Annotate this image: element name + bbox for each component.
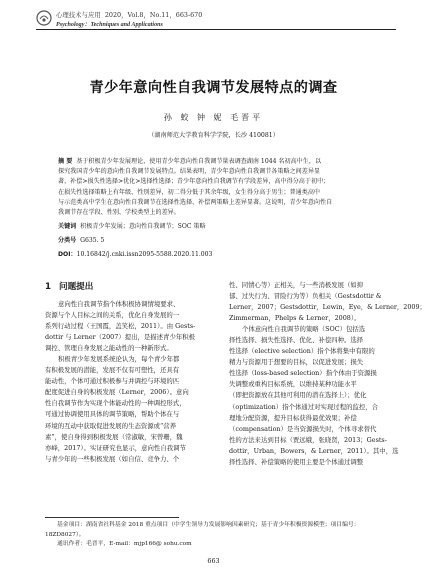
body-text-line: 个体意向性自我调节的策略（SOC）包括选	[242, 325, 366, 334]
classification-number	[58, 235, 376, 244]
authors: 孙 蛟 钟 妮 毛晋平	[163, 113, 264, 122]
body-text-line: 有积极发展的潜能，发展不仅有可塑性，还具有	[45, 366, 180, 375]
journal-citation-line	[56, 10, 202, 19]
footnote-rule	[45, 517, 179, 518]
body-text-line: 择性选择、补偿策略的使用主要是个体通过调整	[229, 457, 364, 466]
left-column	[45, 280, 217, 465]
affiliation: （湖南师范大学教育科学学院，长沙 410081）	[148, 132, 279, 139]
section-heading	[45, 280, 217, 296]
body-text-line: 郁、过失行为、冒险行为等）负相关（Gestsdottir &	[229, 292, 382, 301]
body-text-line: 能动性，个体可通过积极参与并调控与环境的匹	[45, 377, 180, 386]
body-text-line: 性、同情心等）正相关，与一些消极发展（如抑	[229, 281, 364, 289]
body-text-line: 失调整或重构目标系统，以维持某种功能水平	[229, 380, 357, 389]
clc-value: G635. 5	[80, 237, 105, 244]
journal-citation: 2020，Vol.8，No.11，663-670	[104, 11, 203, 19]
body-text-line: dottir，Urban，Bowers，& Lerner，2011）。其中，选	[229, 446, 399, 455]
journal-name-cn: 心理技术与应用	[56, 11, 101, 19]
abstract-line: 在损失性选择策略上有年级、性别差异，初二得分低于其余年级，女生得分高于男生；普通类高中	[58, 188, 321, 196]
body-text-line: 性的方法来达到目标（贾远娥，张晓贤，2013；Gests-	[229, 435, 387, 444]
body-text-line: 积极青少年发展系统论认为，每个青少年都	[58, 355, 180, 364]
body-text-line: 精力与资源用于想要的目标，以促进发展；损失	[229, 358, 364, 367]
body-text-line: （compensation）是当资源损失时，个体寻求替代	[229, 424, 377, 433]
keywords-label: 关键词	[58, 223, 77, 230]
body-text-line: 调控、管理自身发展之能动性的一种新形式。	[45, 344, 173, 353]
body-text-line: 性自我调节作为实现个体能动性的一种调控形式，	[45, 399, 186, 408]
abstract	[58, 157, 376, 218]
body-text-line: 性选择（loss-based selection）指个体由于资源损	[229, 369, 377, 378]
body-text-line: 亦峰，2017）。实证研究也显示，意向性自我调节	[45, 443, 186, 452]
body-text-line: 理地分配资源，提升目标获得最优效果；补偿	[229, 413, 357, 422]
abstract-line: 我调节存在学段、性别、学校类型上的差异。	[58, 208, 180, 216]
footnote-funding: 基金项目：湖南省社科基金 2018 重点项目（中学生领导力发展影响因素研究；基于青少年积极资源模型；项目编号：	[57, 522, 360, 528]
footnotes	[45, 521, 401, 550]
body-text-line: 意向性自我调节指个体积极协调情境要求、	[58, 300, 180, 308]
body-text-line: 环境的互动中获取促进发展的生态资源或“营养	[45, 421, 177, 430]
body-text-line: 资源与个人目标之间的关系，优化自身发展的一	[45, 311, 180, 320]
doi	[58, 249, 376, 258]
abstract-line: 著，补偿>损失性选择>优化>选择性选择；青少年意向性自我调节有学段差异，高中得分高于初中；	[58, 178, 330, 186]
body-text-line: 配度促进自身的积极发展（Lerner，2006）。意向	[45, 388, 189, 397]
body-text-line: dottir 与 Lerner（2007）提出，是描述青少年积极	[45, 333, 196, 342]
body-text-line: 系列行动过程（王国霞，盖笑松，2011）。由 Gests-	[45, 322, 196, 331]
paper-title: 青少年意向性自我调节发展特点的调查	[89, 80, 338, 96]
body-text-line: 性选择（elective selection）指个体将集中有限的	[229, 347, 375, 356]
journal-name-en: Psychology：Techniques and Applications	[56, 22, 163, 28]
right-column	[229, 280, 426, 468]
page-number: 663	[207, 557, 220, 565]
abstract-line: 探究我国青少年的意向性自我调节发展特点。结果表明，青少年意向性自我调节各策略之间差异显	[58, 168, 321, 176]
doi-label: DOI：	[58, 251, 77, 258]
body-text-line: （即把资源放在其他可利用的潜在选择上）；优化	[229, 391, 367, 400]
keywords	[58, 221, 376, 230]
clc-label: 分类号	[58, 237, 77, 244]
body-text-line: Zimmerman，Phelps & Lerner，2008）。	[229, 314, 361, 323]
body-text-line: Lerner，2007；Gestsdottir，Lewin，Eye，& Lerner，2009；	[229, 303, 426, 312]
doi-value: 10.16842/j.cnki.issn2095-5588.2020.11.003	[76, 251, 213, 258]
abstract-line: 与示范类高中学生在意向性自我调节在选择性选择、补偿两策略上差异显著。这说明，青少年意向性自	[58, 198, 333, 206]
keywords-value: 积极青少年发展；意向性自我调节；SOC 策略	[80, 223, 206, 230]
footnote-funding-cont: 18ZD8027）。	[45, 531, 85, 538]
section-number: 1	[45, 282, 51, 292]
abstract-label: 摘 要	[58, 158, 73, 165]
body-text-line: 可通过协调使用具体的调节策略，帮助个体在与	[45, 410, 180, 419]
header-rule	[36, 29, 396, 30]
journal-logo-icon	[36, 10, 52, 26]
body-text-line: （optimization）指个体通过对实现过程的监控，合	[229, 402, 379, 411]
section-title: 问题提出	[58, 282, 94, 292]
body-text-line: 素”，使自身得到积极发展（常淑敏，宋曾珊，魏	[45, 432, 183, 441]
abstract-line: 摘 要 基于积极青少年发展理论，使用青少年意向性自我调节量表调查湖南 1044 名初高中生，以	[58, 158, 322, 165]
footnote-corresponding: 通讯作者：毛晋平，E-mail：mjp166@ sohu.com	[57, 541, 192, 548]
body-text-line: 择性选择、损失性选择、优化、补偿四种。选择	[229, 336, 364, 345]
body-text-line: 与青少年的一些积极发展（如自信、竞争力、个	[45, 454, 180, 463]
